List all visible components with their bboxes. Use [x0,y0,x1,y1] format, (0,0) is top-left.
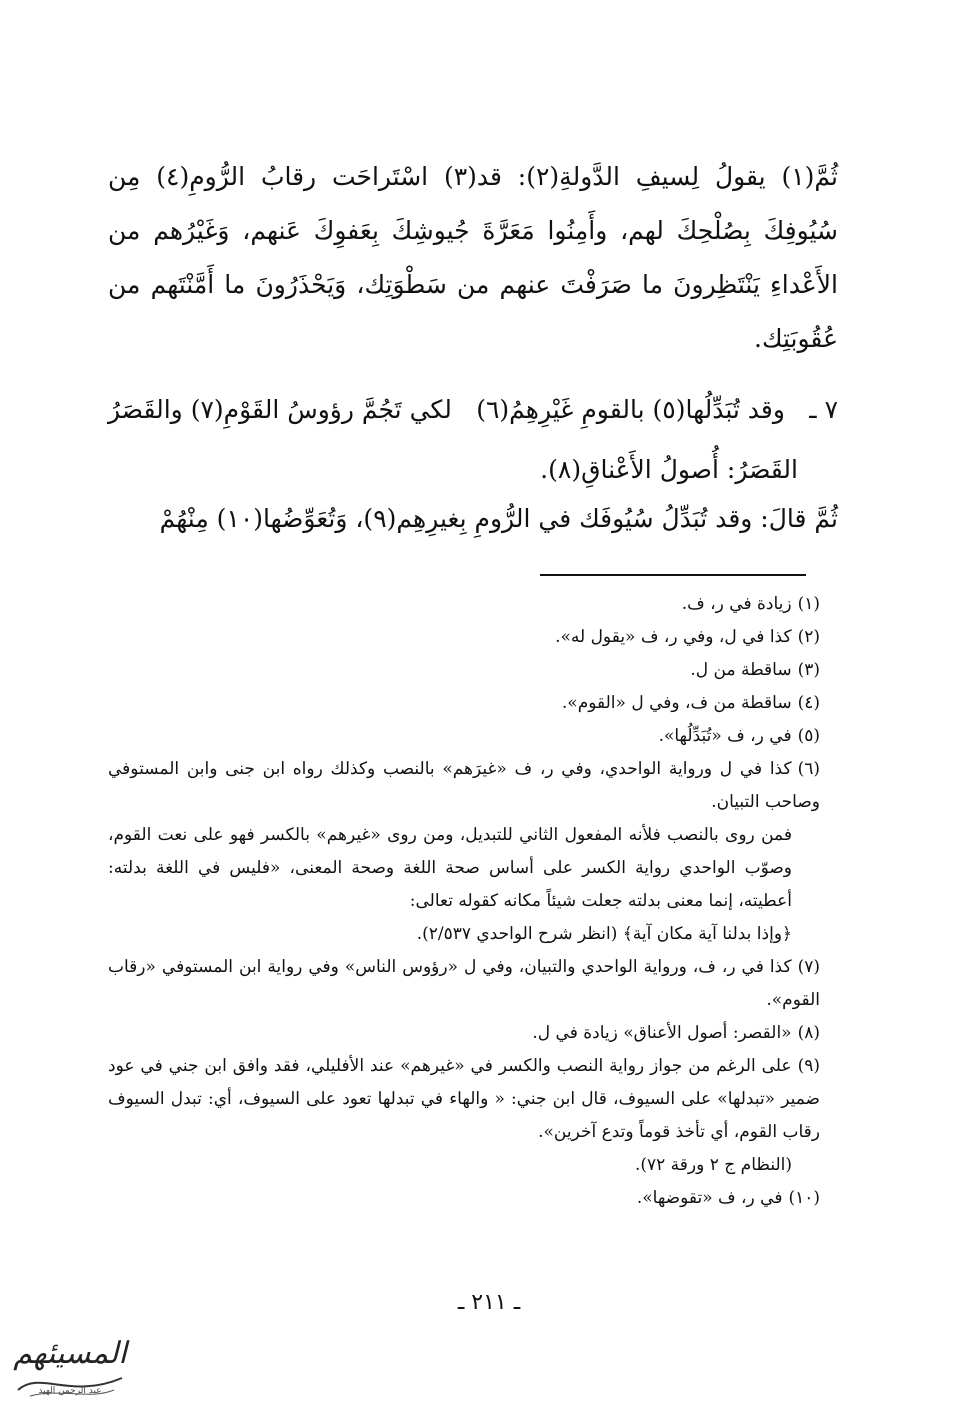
verse-gloss [108,440,838,500]
logo-calligraphy: المسيئهم [13,1336,127,1371]
after-verse-paragraph [108,492,838,546]
paragraph-text: ثُمَّ(١) يقولُ لِسيفِ الدَّولةِ(٢): قد(٣) اسْتَراحَت رقابُ الرُّومِ(٤) مِن سُيُوفِكَ بِصُلْحِكَ لهم، وأَمِنُوا مَعَرَّةَ جُيوشِكَ بِعَفوِكَ عَنهم، وَغَيْرُهم من الأَعْداءِ يَنْتَظِرونَ ما صَرَفْتَ عنهم من سَطْوَتِك، وَيَحْذَرُونَ ما أَمَّنْتَهم من عُقُوبَتِك. [108,162,839,353]
logo-subtitle: عبد الرحمن الهيد [38,1386,102,1396]
footnote-6-quote: ﴿وإذا بدلنا آية مكان آية﴾ (انظر شرح الواحدي ٢/٥٣٧). [416,924,792,944]
footnotes [108,588,820,1215]
verse-hemistich-first: وقد تُبَدِّلُها(٥) بالقومِ غَيْرِهِمُ(٦) [476,395,785,424]
verse-hemistich-second: لكي تَجُمَّ رؤوسُ القَوْمِ(٧) والقَصَرُ [108,395,452,424]
footnote-3: (٣)ساقطة من ل. [690,660,820,680]
verse-block [108,380,838,500]
footnote-4: (٤)ساقطة من ف، وفي ل «القوم». [561,693,820,713]
footnote-1: (١)زيادة في ر، ف. [681,594,820,614]
verse-gloss-text: القَصَرُ: أُصولُ الأَعْناقِ(٨). [540,455,798,484]
footnote-7: (٧)كذا في ر، ف، ورواية الواحدي والتبيان، وفي ل «رؤوس الناس» وفي رواية ابن المستوفي «رقاب القوم». [108,957,820,1010]
page-number: ـ ٢١١ ـ [457,1290,521,1315]
footnote-8: (٨)«القصر: أصول الأعناق» زيادة في ل. [532,1023,820,1043]
footnote-5: (٥)في ر، ف «تُبَدِّلُها». [658,726,820,746]
footnote-9-source: (النظام ج ٢ ورقة ٧٢). [634,1155,792,1175]
footnote-6-continuation: فمن روى بالنصب فلأنه المفعول الثاني للتبديل، ومن روى «غيرهم» بالكسر فهو على نعت القوم، وصوّب الواحدي رواية الكسر على أساس صحة اللغة وصحة المعنى، «فليس في اللغة بدلته: أعطيته، إنما معنى بدلته جعلت شيئاً مكانه كقوله تعالى: [108,825,792,911]
footnote-6: (٦)كذا في ل ورواية الواحدي، وفي ر، ف «غيرَهم» بالنصب وكذلك رواه ابن جنى وابن المستوفي وصاحب التبيان. [108,759,820,812]
footnote-10: (١٠)في ر، ف «تقوضها». [636,1188,820,1208]
footnote-2: (٢)كذا في ل، وفي ر، ف «يقول له». [555,627,820,647]
verse-number: ٧ ـ [809,395,838,424]
publisher-logo [10,1330,130,1410]
body-paragraph [108,150,838,366]
footnote-separator [540,574,806,576]
footnote-9: (٩)على الرغم من جواز رواية النصب والكسر في «غيرهم» عند الأفليلي، فقد وافق ابن جني في عود ضمير «تبدلها» على السيوف، قال ابن جني: « والهاء في تبدلها تعود على السيوف، أي: تبدل السيوف رقاب القوم، أي تأخذ قوماً وتدع آخرين». [108,1056,820,1142]
after-verse-text: ثُمَّ قالَ: وقد تُبَدِّلُ سُيُوفَك في الرُّومِ بِغيرِهِم(٩)، وَتُعَوِّضُها(١٠) مِنْهُمْ [159,504,838,533]
verse-line [108,380,838,440]
